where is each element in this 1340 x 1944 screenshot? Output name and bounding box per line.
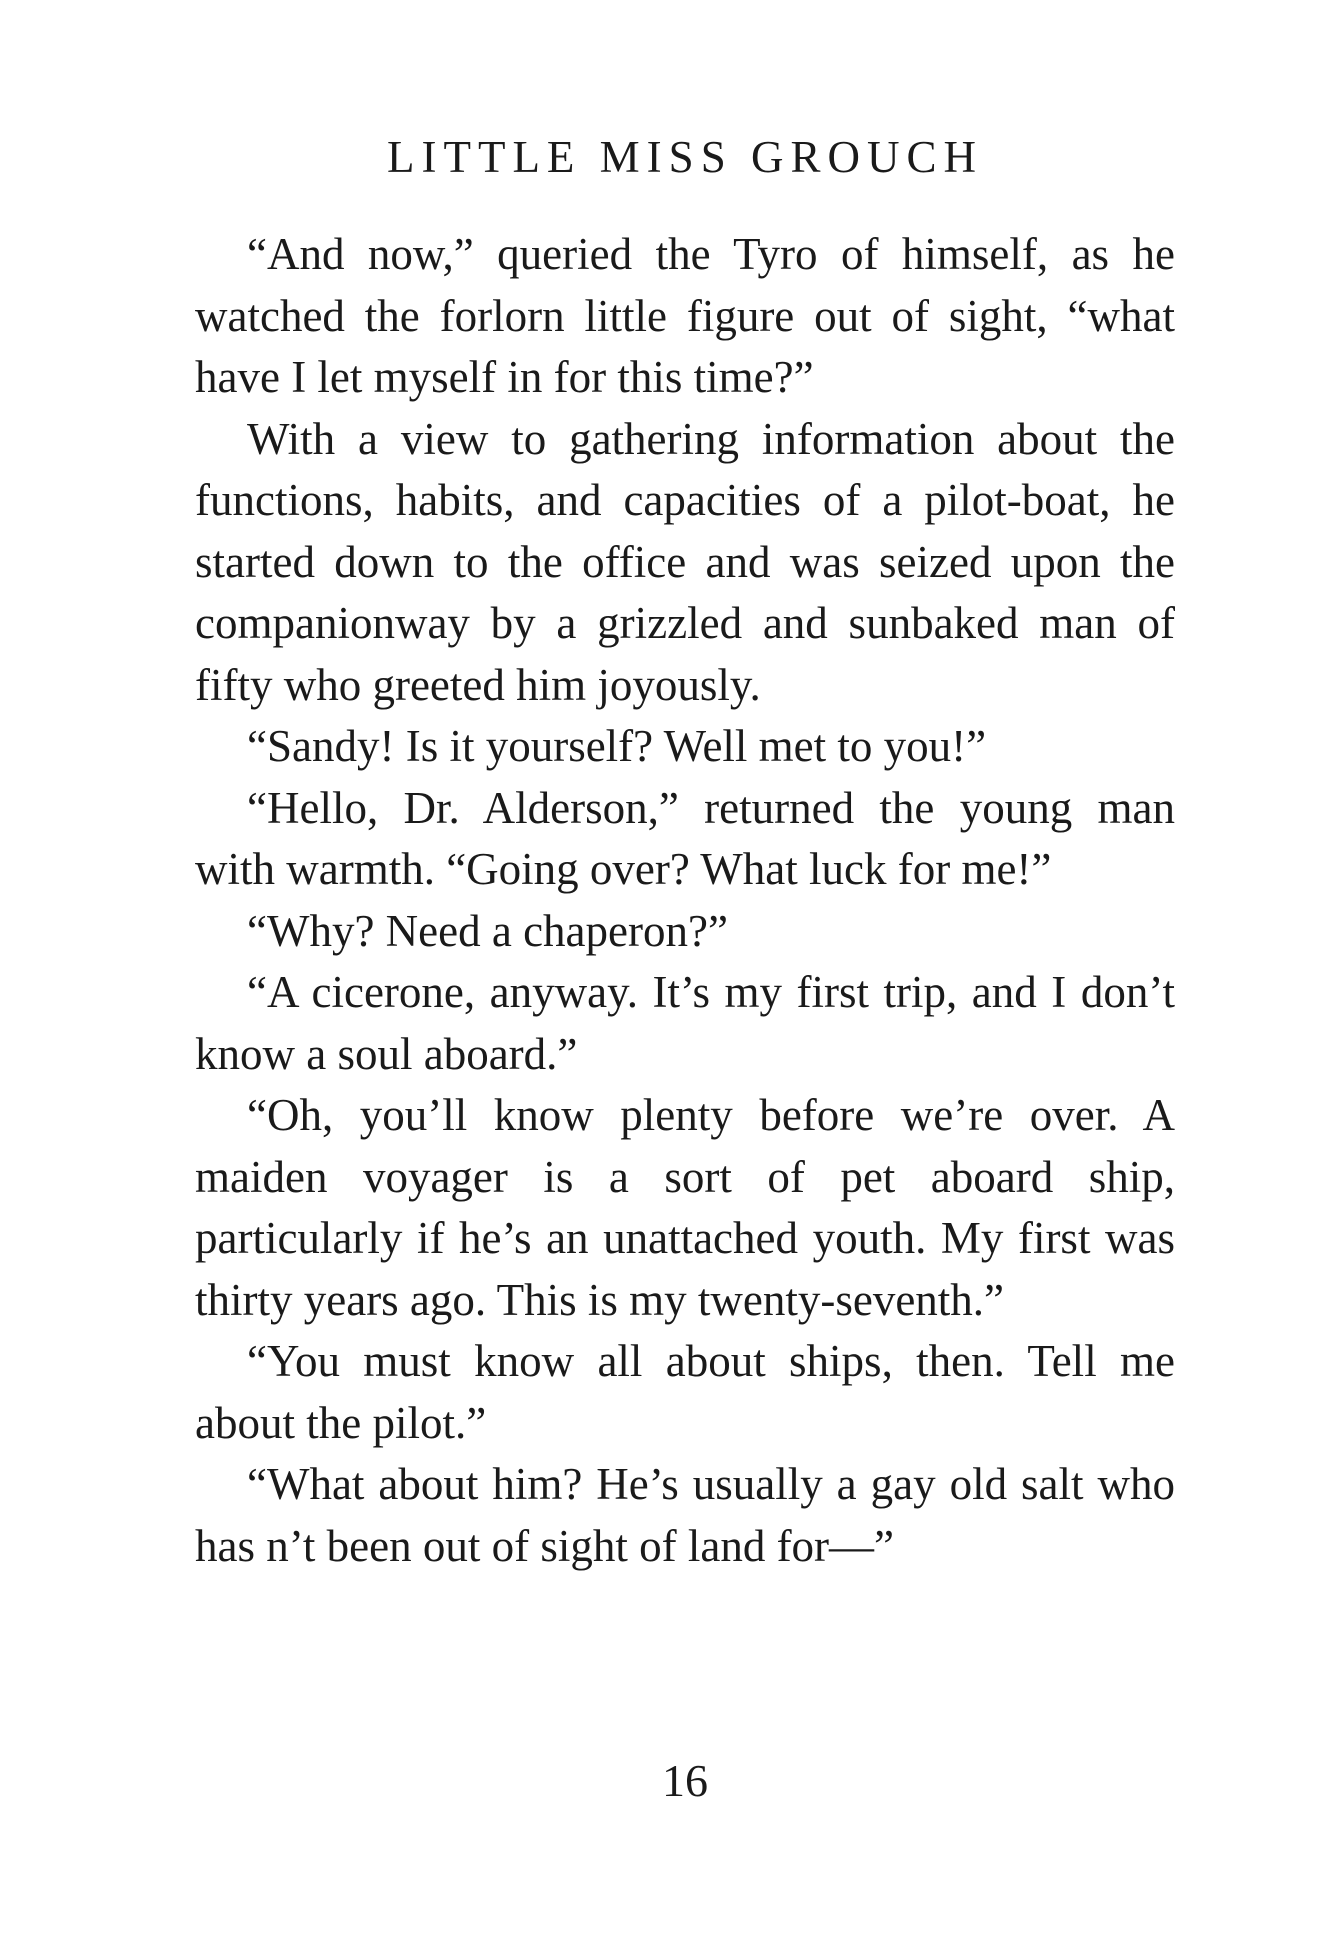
- paragraph: “You must know all about ships, then. Tell me about the pilot.”: [195, 1336, 1175, 1448]
- paragraph: “A cicerone, anyway. It’s my first trip, and I don’t know a soul aboard.”: [195, 967, 1175, 1079]
- running-head: LITTLE MISS GROUCH: [387, 132, 983, 182]
- body-text: [195, 224, 1175, 1577]
- paragraph: With a view to gathering information about the functions, habits, and capacities of a pilot-boat, he started down to the office and was seized upon the companionway by a grizzled and sunbaked man of fifty who greeted him joyously.: [195, 413, 1175, 710]
- paragraph: “Oh, you’ll know plenty before we’re over. A maiden voyager is a sort of pet aboard ship, particularly if he’s an unattached youth. My first was thirty years ago. This is my twenty-seventh.”: [195, 1090, 1175, 1325]
- paragraph: “Why? Need a chaperon?”: [247, 905, 728, 956]
- paragraph: “Hello, Dr. Alderson,” returned the young man with warmth. “Going over? What luck for me!”: [195, 782, 1175, 894]
- page-number: 16: [662, 1755, 708, 1806]
- paragraph: “And now,” queried the Tyro of himself, as he watched the forlorn little figure out of sight, “what have I let myself in for this time?”: [195, 229, 1175, 402]
- paragraph: “What about him? He’s usually a gay old salt who has n’t been out of sight of land for—”: [195, 1459, 1175, 1571]
- paragraph: “Sandy! Is it yourself? Well met to you!”: [247, 721, 987, 771]
